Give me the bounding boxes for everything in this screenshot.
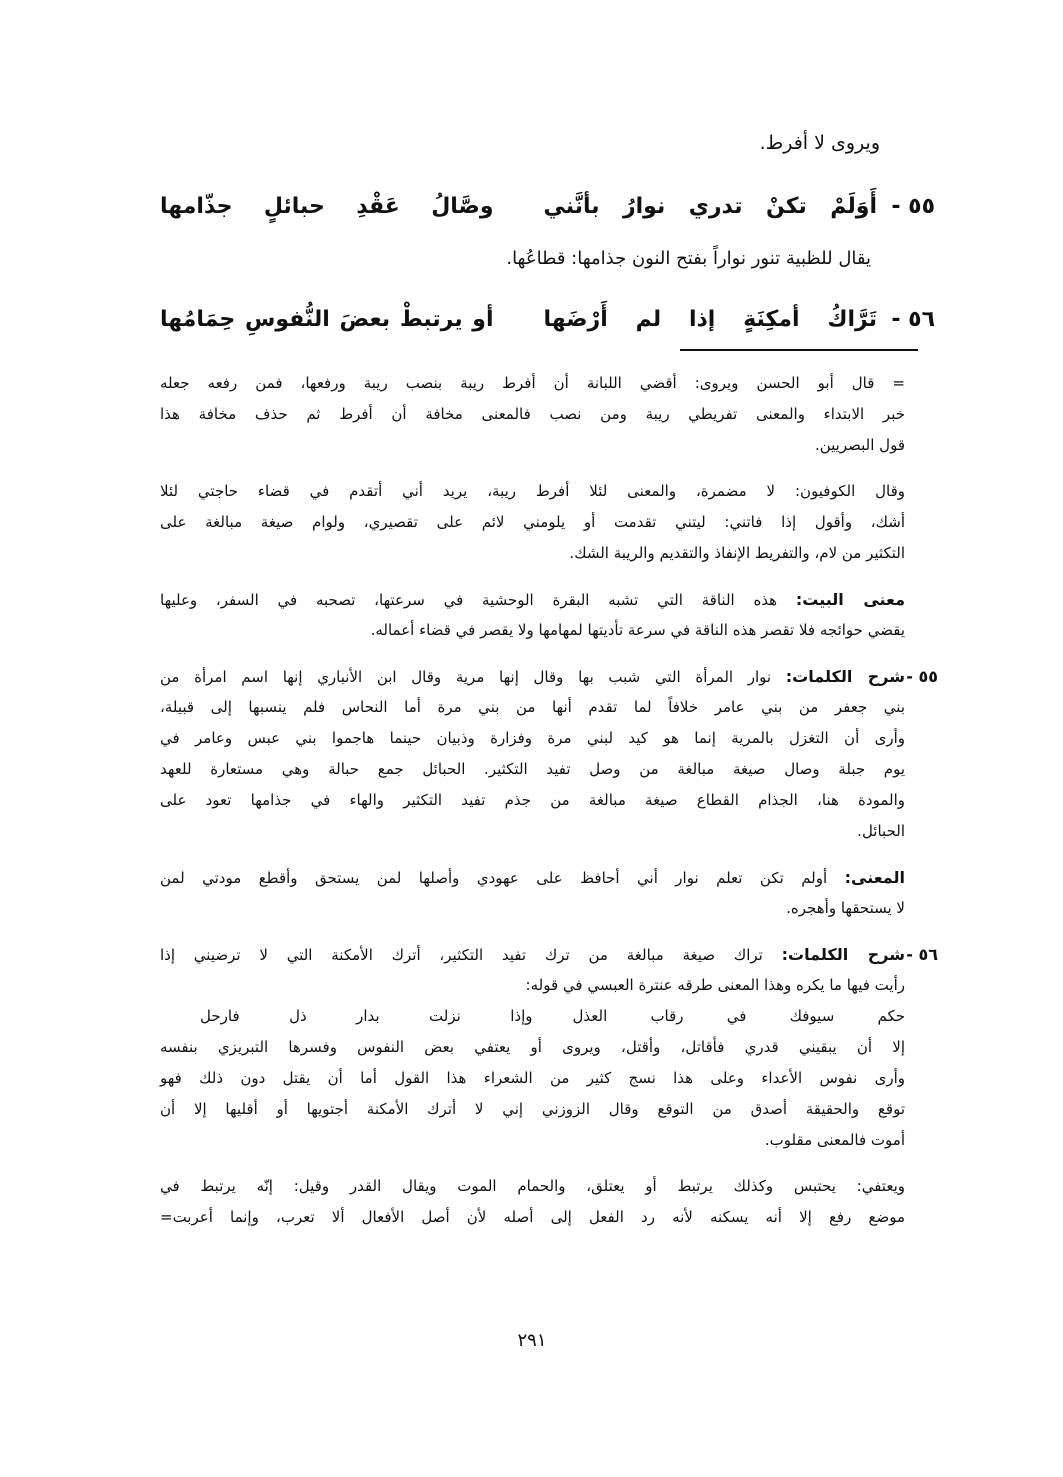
verse-first-hemistich: أَوَلَمْ تكنْ تدري نوارُ بأنَّني — [543, 193, 877, 219]
footnote-paragraph — [160, 862, 905, 924]
footnote-line — [160, 661, 905, 692]
footnote-paragraph — [160, 1171, 905, 1233]
footnote-line: أشك، وأقول إذا فاتني: ليتني تقدمت أو يلومني لائم على تقصيري، ولوام صيغة مبالغة على — [160, 513, 905, 531]
footnote-paragraph — [160, 939, 938, 1156]
footnote-paragraph — [160, 476, 905, 569]
footnote-line: وقال الكوفيون: لا مضمرة، والمعنى لئلا أفرط ريبة، يريد أني أتقدم في قضاء حاجتي لئلا — [160, 482, 905, 500]
footnote-line: خبر الابتداء والمعنى تفريطي ريبة ومن نصب فالمعنى مخافة أن أفرط ثم حذف مخافة هذا — [160, 405, 905, 423]
footnote-line: توقع والحقيقة أصدق من التوقع وقال الزوزني إني لا أترك الأمكنة أجتويها أو أقليها إلا أن — [160, 1100, 905, 1118]
verse-number: ٥٦ - — [891, 306, 935, 332]
footnote-paragraph — [160, 584, 905, 646]
footnote-line: رأيت فيها ما يكره وهذا المعنى طرقه عنترة العبسي في قوله: — [525, 976, 905, 994]
footnote-line: وأرى أن التغزل بالمرية إنما هو كيد لبني مرة وفزارة وذبيان حينما هاجموا بني عبس وعامر في — [160, 729, 905, 747]
footnote-line: إلا أن يبقيني قدري فأقاتل، وأقتل، ويروى أو يعتفي بعض النفوس وفسرها التبريزي بنفسه — [160, 1038, 905, 1056]
section-label: شرح الكلمات: — [781, 945, 905, 964]
quoted-verse-second: وإذا نزلت بدار ذل فارحل — [200, 1007, 533, 1025]
verse-second-hemistich: وصَّالُ عَقْدِ حبائلٍ جذّامها — [160, 193, 494, 219]
verse-55 — [160, 186, 935, 226]
section-label: المعنى: — [844, 868, 905, 887]
verse-number: ٥٥ - — [906, 667, 938, 686]
quoted-verse — [160, 1001, 905, 1032]
footnote-line: يقضي حوائجه فلا تقصر هذه الناقة في سرعة تأديتها لمهامها ولا يقصر في قضاء أعماله. — [370, 621, 905, 639]
footnote-line: = قال أبو الحسن ويروى: أقضي اللبانة أن أفرط ريبة بنصب ريبة ورفعها، فمن رفعه جعله — [160, 374, 905, 392]
verse-gloss: يقال للظبية تنور نواراً بفتح النون جذامها: قطاعُها. — [506, 248, 871, 269]
page-number: ٢٩١ — [517, 1330, 547, 1351]
verse-first-hemistich: تَرَّاكُ أمكِنَةٍ إذا لم أَرْضَها — [543, 306, 877, 332]
footnote-line — [160, 939, 905, 970]
footnote-line — [160, 584, 905, 615]
variant-note: ويروى لا أفرط. — [759, 132, 880, 154]
footnote-paragraph — [160, 661, 938, 847]
section-label: شرح الكلمات: — [785, 667, 905, 686]
footnote-line: والمودة هنا، الجذام القطاع صيغة مبالغة من جذم تفيد التكثير والهاء في جذامها تعود على — [160, 791, 905, 809]
footnote-line: قول البصريين. — [814, 436, 905, 454]
footnote-line: وأرى نفوس الأعداء وعلى هذا نسج كثير من الشعراء هذا القول أما أن يقتل دون ذلك فهو — [160, 1069, 905, 1087]
verse-number: ٥٥ - — [891, 193, 935, 219]
footnote-line: الحبائل. — [857, 822, 905, 840]
footnote-line: التكثير من لام، والتفريط الإنفاذ والتقديم والريبة الشك. — [569, 544, 905, 562]
footnote-line — [160, 862, 905, 893]
section-label: معنى البيت: — [795, 590, 905, 609]
footnotes — [160, 368, 938, 1233]
footnote-text: نوار المرأة التي شبب بها وقال إنها مرية وقال ابن الأنباري إنها اسم امرأة من — [160, 668, 772, 686]
footnote-text: أولم تكن تعلم نوار أني أحافظ على عهودي وأصلها لمن يستحق وأقطع مودتي لمن — [160, 869, 828, 887]
footnote-line: أموت فالمعنى مقلوب. — [764, 1131, 905, 1149]
footnote-line: يوم جبلة وصال صيغة مبالغة من وصل تفيد التكثير. الحبائل جمع حبالة وهي مستعارة للعهد — [160, 760, 905, 778]
footnote-line: ويعتفي: يحتبس وكذلك يرتبط أو يعتلق، والحمام الموت ويقال القدر وقيل: إنّه يرتبط في — [160, 1177, 905, 1195]
verse-number: ٥٦ - — [906, 945, 938, 964]
quoted-verse-first: حكم سيوفك في رقاب العذل — [572, 1007, 905, 1025]
footnote-text: هذه الناقة التي تشبه البقرة الوحشية في سرعتها، تصحبه في السفر، وعليها — [160, 591, 778, 609]
footnote-line: بني جعفر من بني عامر خلافاً لما تقدم أنها من بني مرة أما النحاس فلم ينسبها إلى قبيلة، — [160, 698, 905, 716]
verse-56 — [160, 299, 935, 339]
verse-second-hemistich: أو يرتبطْ بعضَ النُّفوسِ حِمَامُها — [160, 306, 494, 332]
footnote-text: تراك صيغة مبالغة من ترك تفيد التكثير، أترك الأمكنة التي لا ترضيني إذا — [160, 946, 763, 964]
footnote-divider — [680, 349, 918, 351]
footnote-line: لا يستحقها وأهجره. — [786, 899, 905, 917]
footnote-paragraph — [160, 368, 905, 461]
footnote-line: موضع رفع إلا أنه يسكنه لأنه رد الفعل إلى أصله لأن أصل الأفعال ألا تعرب، وإنما أعربت= — [160, 1208, 905, 1226]
